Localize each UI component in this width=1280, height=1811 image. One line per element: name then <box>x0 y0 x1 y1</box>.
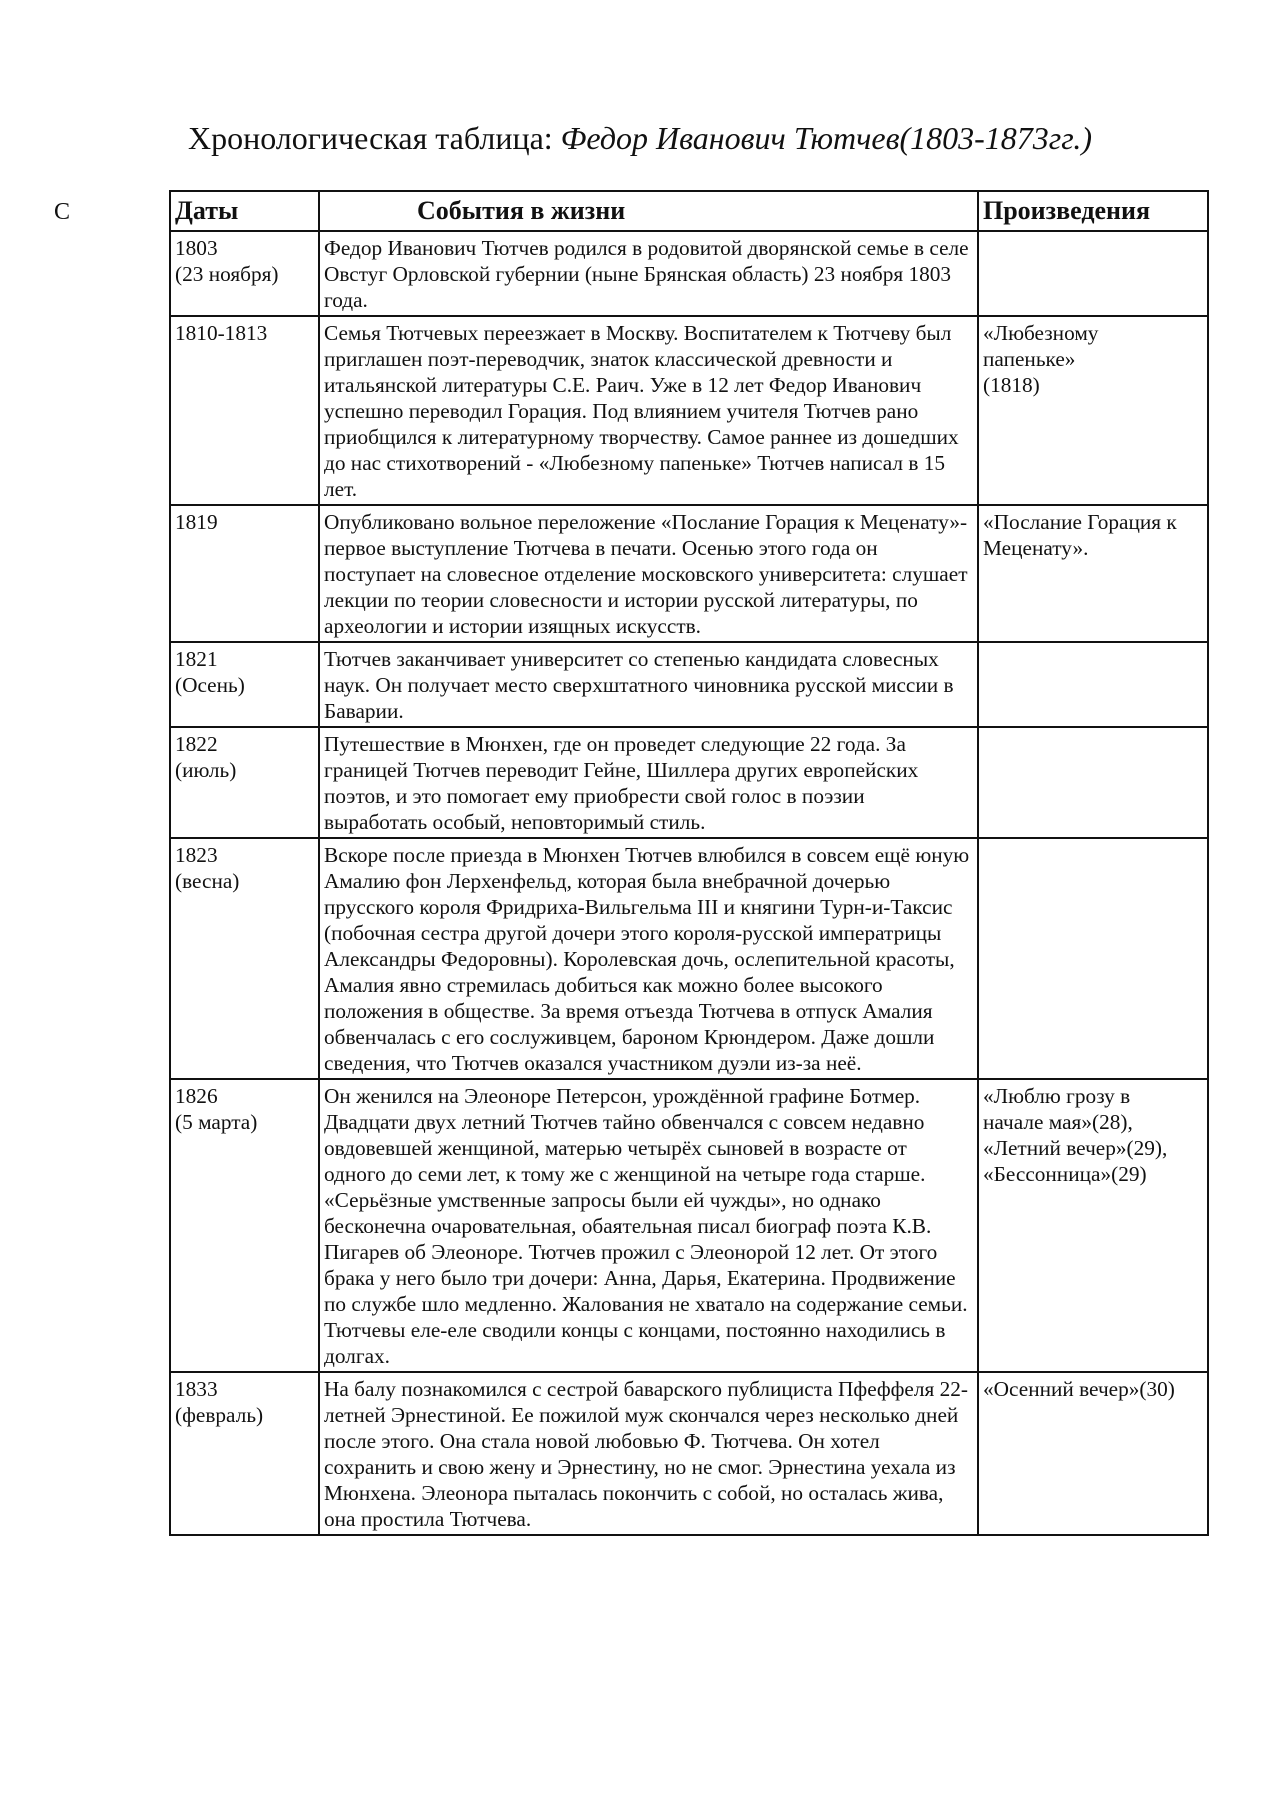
date-line: (весна) <box>175 869 240 893</box>
date-cell <box>170 231 319 316</box>
table-row <box>170 727 1208 838</box>
date-cell <box>170 727 319 838</box>
page-title <box>0 118 1280 158</box>
date-line: 1821 <box>175 647 218 671</box>
works-cell <box>978 505 1208 642</box>
header-dates: Даты <box>170 191 319 231</box>
chronology-table <box>169 190 1209 1536</box>
date-cell <box>170 505 319 642</box>
date-line: (5 марта) <box>175 1110 258 1134</box>
table-row <box>170 838 1208 1079</box>
date-line: 1810-1813 <box>175 321 268 345</box>
event-cell: На балу познакомился с сестрой баварского публициста Пфеффеля 22-летней Эрнестиной. Ее пожилой муж скончался через несколько дней после этого. Она стала новой любовью Ф. Тютчева. Он хотел сохранить и свою жену и Эрнестину, но не смог. Эрнестина уехала из Мюнхена. Элеонора пыталась покончить с собой, но осталась жива, она простила Тютчева. <box>319 1372 978 1535</box>
event-cell: Опубликовано вольное переложение «Послание Горация к Меценату»- первое выступление Тютчева в печати. Осенью этого года он поступает на словесное отделение московского университета: слушает лекции по теории словесности и истории русской литературы, по археологии и истории изящных искусств. <box>319 505 978 642</box>
works-line: Меценату». <box>983 536 1089 560</box>
event-cell: Путешествие в Мюнхен, где он проведет следующие 22 года. За границей Тютчев переводит Гейне, Шиллера других европейских поэтов, и это помогает ему приобрести свой голос в поэзии выработать особый, неповторимый стиль. <box>319 727 978 838</box>
date-cell <box>170 1079 319 1372</box>
event-cell: Федор Иванович Тютчев родился в родовитой дворянской семье в селе Овстуг Орловской губернии (ныне Брянская область) 23 ноября 1803 года. <box>319 231 978 316</box>
works-line: «Осенний вечер»(30) <box>983 1377 1175 1401</box>
date-line: (23 ноября) <box>175 262 279 286</box>
header-events: События в жизни <box>319 191 978 231</box>
date-cell <box>170 838 319 1079</box>
works-line: (1818) <box>983 373 1040 397</box>
date-line: 1803 <box>175 236 218 260</box>
date-line: 1833 <box>175 1377 218 1401</box>
event-cell: Он женился на Элеоноре Петерсон, урождённой графине Ботмер. Двадцати двух летний Тютчев тайно обвенчался с совсем недавно овдовевшей женщиной, матерью четырёх сыновей в возрасте от одного до семи лет, к тому же с женщиной на четыре года старше. «Серьёзные умственные запросы были ей чужды», но однако бесконечна очаровательная, обаятельная писал биограф поэта К.В. Пигарев об Элеоноре. Тютчев прожил с Элеонорой 12 лет. От этого брака у него было три дочери: Анна, Дарья, Екатерина. Продвижение по службе шло медленно. Жалования не хватало на содержание семьи. Тютчевы еле-еле сводили концы с концами, постоянно находились в долгах. <box>319 1079 978 1372</box>
works-cell <box>978 316 1208 505</box>
table-row <box>170 316 1208 505</box>
table-row <box>170 1372 1208 1535</box>
works-cell <box>978 727 1208 838</box>
works-cell <box>978 1372 1208 1535</box>
event-cell: Вскоре после приезда в Мюнхен Тютчев влюбился в совсем ещё юную Амалию фон Лерхенфельд, которая была внебрачной дочерью прусского короля Фридриха-Вильгельма III и княгини Турн-и-Таксис (побочная сестра другой дочери этого короля-русской императрицы Александры Федоровны). Королевская дочь, ослепительной красоты, Амалия явно стремилась добиться как можно более высокого положения в обществе. За время отъезда Тютчева в отпуск Амалия обвенчалась с его сослуживцем, бароном Крюндером. Даже дошли сведения, что Тютчев оказался участником дуэли из-за неё. <box>319 838 978 1079</box>
date-line: 1826 <box>175 1084 218 1108</box>
title-prefix: Хронологическая таблица: <box>187 120 561 156</box>
works-line: папеньке» <box>983 347 1076 371</box>
event-cell: Семья Тютчевых переезжает в Москву. Воспитателем к Тютчеву был приглашен поэт-переводчик, знаток классической древности и итальянской литературы С.Е. Раич. Уже в 12 лет Федор Иванович успешно переводил Горация. Под влиянием учителя Тютчев рано приобщился к литературному творчеству. Самое раннее из дошедших до нас стихотворений - «Любезному папеньке» Тютчев написал в 15 лет. <box>319 316 978 505</box>
works-line: «Люблю грозу в <box>983 1084 1131 1108</box>
works-cell <box>978 1079 1208 1372</box>
date-line: 1822 <box>175 732 218 756</box>
works-cell <box>978 642 1208 727</box>
table-row <box>170 505 1208 642</box>
title-emphasis: Федор Иванович Тютчев(1803-1873гг.) <box>560 120 1092 156</box>
works-line: «Послание Горация к <box>983 510 1177 534</box>
date-line: (февраль) <box>175 1403 264 1427</box>
date-line: (июль) <box>175 758 237 782</box>
date-line: 1823 <box>175 843 218 867</box>
event-cell: Тютчев заканчивает университет со степенью кандидата словесных наук. Он получает место сверхштатного чиновника русской миссии в Баварии. <box>319 642 978 727</box>
date-cell <box>170 642 319 727</box>
date-cell <box>170 316 319 505</box>
works-line: «Летний вечер»(29), <box>983 1136 1168 1160</box>
works-line: «Любезному <box>983 321 1099 345</box>
date-line: (Осень) <box>175 673 245 697</box>
date-cell <box>170 1372 319 1535</box>
table-row <box>170 642 1208 727</box>
table-row <box>170 1079 1208 1372</box>
date-line: 1819 <box>175 510 218 534</box>
header-works: Произведения <box>978 191 1208 231</box>
works-cell <box>978 838 1208 1079</box>
margin-letter: С <box>54 199 71 225</box>
header-row <box>170 191 1208 231</box>
table-row <box>170 231 1208 316</box>
works-line: начале мая»(28), <box>983 1110 1133 1134</box>
works-line: «Бессонница»(29) <box>983 1162 1147 1186</box>
works-cell <box>978 231 1208 316</box>
